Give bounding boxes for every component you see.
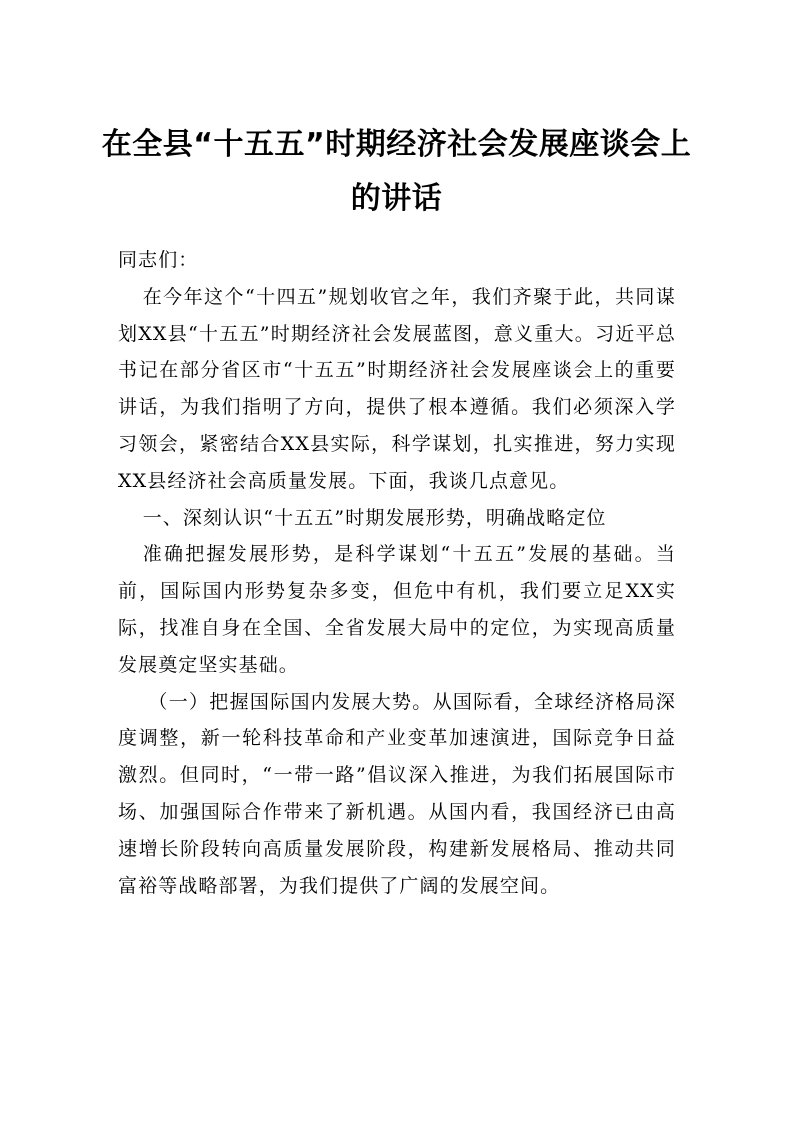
- document-body: [118, 242, 676, 904]
- salutation: 同志们：: [118, 249, 199, 271]
- paragraph-intro: 在今年这个“十四五”规划收官之年，我们齐聚于此，共同谋划XX县“十五五”时期经济社会发展蓝图，意义重大。习近平总书记在部分省区市“十五五”时期经济社会发展座谈会上的重要讲话，为我们指明了方向，提供了根本遵循。我们必须深入学习领会，紧密结合XX县实际，科学谋划，扎实推进，努力实现XX县经济社会高质量发展。下面，我谈几点意见。: [118, 285, 676, 492]
- paragraph-subsection-1: （一）把握国际国内发展大势。从国际看，全球经济格局深度调整，新一轮科技革命和产业变革加速演进，国际竞争日益激烈。但同时，“一带一路”倡议深入推进，为我们拓展国际市场、加强国际合作带来了新机遇。从国内看，我国经济已由高速增长阶段转向高质量发展阶段，构建新发展格局、推动共同富裕等战略部署，为我们提供了广阔的发展空间。: [118, 690, 676, 897]
- document-title: 在全县“十五五”时期经济社会发展座谈会上的讲话: [101, 127, 692, 216]
- paragraph-section-1-intro: 准确把握发展形势，是科学谋划“十五五”发展的基础。当前，国际国内形势复杂多变，但危中有机，我们要立足XX实际，找准自身在全国、全省发展大局中的定位，为实现高质量发展奠定坚实基础。: [118, 543, 676, 676]
- section-heading-1: 一、深刻认识“十五五”时期发展形势，明确战略定位: [142, 506, 607, 529]
